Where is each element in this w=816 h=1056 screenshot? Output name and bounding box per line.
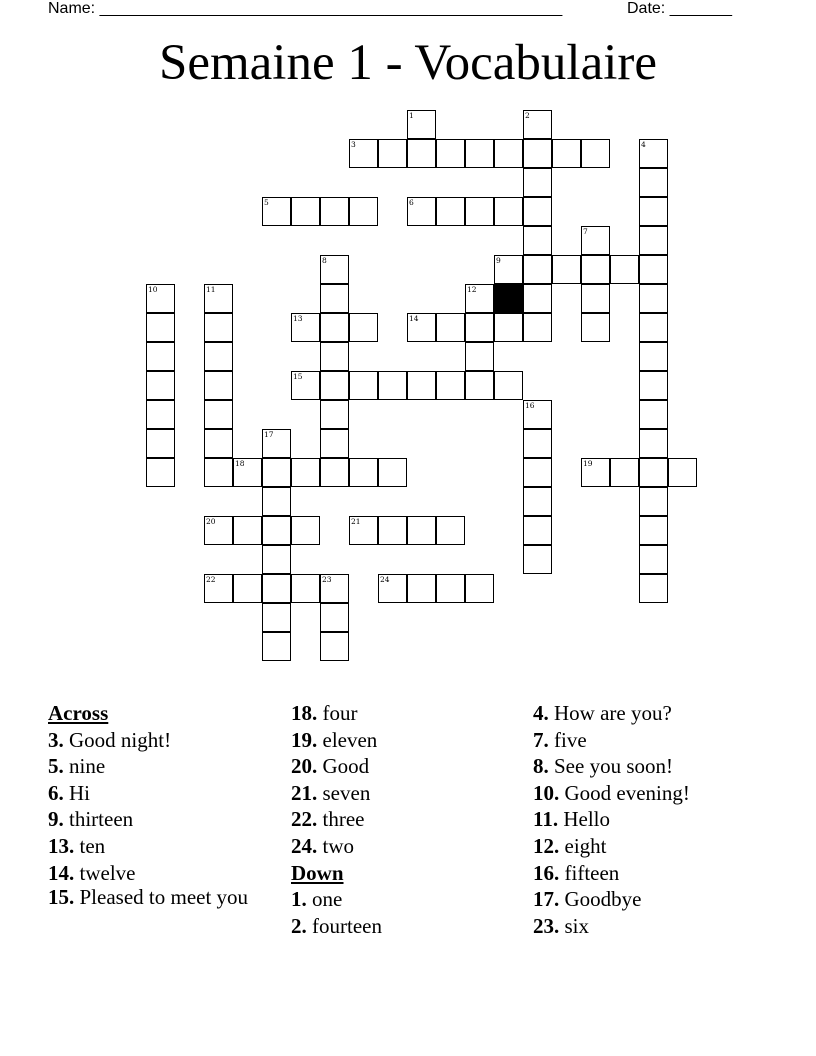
crossword-cell[interactable] (320, 342, 349, 371)
crossword-cell[interactable] (146, 371, 175, 400)
crossword-cell[interactable] (407, 371, 436, 400)
clue-down-16: 16. fifteen (533, 860, 620, 885)
clue-number: 5 (264, 198, 269, 207)
crossword-cell[interactable] (378, 516, 407, 545)
clue-number: 23 (322, 575, 332, 584)
crossword-cell[interactable] (523, 313, 552, 342)
crossword-cell[interactable] (291, 197, 320, 226)
crossword-cell[interactable] (465, 284, 494, 313)
crossword-cell[interactable] (523, 110, 552, 139)
clue-across-22: 22. three (291, 807, 365, 832)
clue-down-17: 17. Goodbye (533, 887, 642, 912)
crossword-cell[interactable] (146, 313, 175, 342)
clue-down-23: 23. six (533, 913, 590, 938)
crossword-cell[interactable] (639, 545, 668, 574)
clue-down-4: 4. How are you? (533, 701, 672, 725)
crossword-cell[interactable] (610, 255, 639, 284)
crossword-cell[interactable] (552, 255, 581, 284)
crossword-cell[interactable] (291, 516, 320, 545)
clues-column-3 (533, 700, 773, 939)
clue-across-15: 15. Pleased to meet you (48, 885, 249, 910)
crossword-cell[interactable] (378, 458, 407, 487)
crossword-cell[interactable] (291, 574, 320, 603)
crossword-cell[interactable] (204, 342, 233, 371)
crossword-cell[interactable] (639, 197, 668, 226)
clue-number: 17 (264, 430, 274, 439)
clue-number: 3 (351, 140, 356, 149)
clue-across-3: 3. Good night! (48, 727, 172, 752)
crossword-cell[interactable] (349, 516, 378, 545)
crossword-cell[interactable] (494, 197, 523, 226)
clue-number: 16 (525, 401, 535, 410)
crossword-cell[interactable] (320, 284, 349, 313)
crossword-cell[interactable] (668, 458, 697, 487)
crossword-cell[interactable] (407, 197, 436, 226)
crossword-cell[interactable] (349, 371, 378, 400)
clue-across-18: 18. four (291, 701, 358, 725)
clue-number: 6 (409, 198, 414, 207)
crossword-cell[interactable] (146, 400, 175, 429)
clues-column-1 (48, 700, 278, 909)
clue-number: 20 (206, 517, 216, 526)
crossword-cell[interactable] (639, 284, 668, 313)
crossword-cell[interactable] (523, 516, 552, 545)
crossword-cell[interactable] (204, 313, 233, 342)
clue-across-21: 21. seven (291, 780, 371, 805)
crossword-cell[interactable] (465, 139, 494, 168)
clue-down-11: 11. Hello (533, 807, 610, 832)
crossword-cell[interactable] (320, 371, 349, 400)
crossword-cell[interactable] (262, 429, 291, 458)
clue-number: 2 (525, 111, 530, 120)
crossword-cell[interactable] (320, 429, 349, 458)
clue-number: 8 (322, 256, 327, 265)
crossword-block (494, 284, 523, 313)
clue-number: 10 (148, 285, 158, 294)
crossword-cell[interactable] (378, 574, 407, 603)
crossword-cell[interactable] (320, 400, 349, 429)
clue-down-12: 12. eight (533, 833, 607, 858)
crossword-cell[interactable] (262, 603, 291, 632)
crossword-cell[interactable] (262, 487, 291, 516)
crossword-cell[interactable] (581, 284, 610, 313)
crossword-cell[interactable] (465, 313, 494, 342)
crossword-cell[interactable] (465, 574, 494, 603)
clue-number: 21 (351, 517, 361, 526)
clue-number: 18 (235, 459, 245, 468)
crossword-cell[interactable] (581, 226, 610, 255)
clue-across-5: 5. nine (48, 754, 106, 779)
across-heading: Across (48, 701, 109, 725)
crossword-cell[interactable] (204, 429, 233, 458)
clue-number: 7 (583, 227, 588, 236)
crossword-cell[interactable] (523, 400, 552, 429)
crossword-cell[interactable] (639, 371, 668, 400)
crossword-cell[interactable] (320, 632, 349, 661)
crossword-cell[interactable] (204, 516, 233, 545)
crossword-cell[interactable] (407, 110, 436, 139)
crossword-cell[interactable] (436, 313, 465, 342)
crossword-cell[interactable] (639, 429, 668, 458)
crossword-cell[interactable] (233, 458, 262, 487)
crossword-cell[interactable] (320, 255, 349, 284)
crossword-cell[interactable] (523, 487, 552, 516)
clue-across-6: 6. Hi (48, 780, 90, 805)
crossword-cell[interactable] (465, 371, 494, 400)
clue-number: 24 (380, 575, 390, 584)
crossword-cell[interactable] (262, 632, 291, 661)
crossword-cell[interactable] (494, 139, 523, 168)
crossword-cell[interactable] (291, 458, 320, 487)
crossword-cell[interactable] (262, 574, 291, 603)
crossword-cell[interactable] (523, 458, 552, 487)
crossword-cell[interactable] (349, 197, 378, 226)
crossword-cell[interactable] (523, 226, 552, 255)
crossword-cell[interactable] (494, 313, 523, 342)
crossword-cell[interactable] (494, 371, 523, 400)
crossword-cell[interactable] (407, 313, 436, 342)
clue-down-8: 8. See you soon! (533, 754, 673, 779)
date-line: Date: _______ (627, 0, 732, 17)
crossword-cell[interactable] (639, 255, 668, 284)
clue-number: 1 (409, 111, 414, 120)
clue-down-2: 2. fourteen (291, 913, 382, 938)
clue-number: 19 (583, 459, 593, 468)
crossword-cell[interactable] (639, 313, 668, 342)
crossword-cell[interactable] (378, 139, 407, 168)
crossword-cell[interactable] (146, 458, 175, 487)
crossword-cell[interactable] (639, 168, 668, 197)
crossword-cell[interactable] (204, 371, 233, 400)
crossword-cell[interactable] (407, 139, 436, 168)
clue-across-19: 19. eleven (291, 727, 378, 752)
crossword-cell[interactable] (320, 603, 349, 632)
crossword-cell[interactable] (378, 371, 407, 400)
crossword-cell[interactable] (639, 458, 668, 487)
crossword-cell[interactable] (407, 516, 436, 545)
crossword-cell[interactable] (523, 255, 552, 284)
clue-across-14: 14. twelve (48, 860, 136, 885)
clue-down-1: 1. one (291, 887, 343, 912)
clue-number: 15 (293, 372, 303, 381)
crossword-cell[interactable] (639, 574, 668, 603)
crossword-cell[interactable] (204, 400, 233, 429)
crossword-cell[interactable] (523, 284, 552, 313)
crossword-cell[interactable] (146, 429, 175, 458)
crossword-cell[interactable] (436, 197, 465, 226)
crossword-cell[interactable] (349, 139, 378, 168)
crossword-cell[interactable] (436, 371, 465, 400)
page-title: Semaine 1 - Vocabulaire (158, 35, 658, 91)
crossword-cell[interactable] (436, 516, 465, 545)
crossword-cell[interactable] (581, 458, 610, 487)
clue-across-24: 24. two (291, 833, 354, 858)
crossword-cell[interactable] (233, 574, 262, 603)
clue-number: 22 (206, 575, 216, 584)
clues-column-2 (291, 700, 521, 939)
crossword-cell[interactable] (204, 284, 233, 313)
crossword-cell[interactable] (639, 342, 668, 371)
crossword-cell[interactable] (465, 342, 494, 371)
clue-number: 12 (467, 285, 477, 294)
crossword-cell[interactable] (494, 255, 523, 284)
clue-number: 11 (206, 285, 216, 294)
crossword-cell[interactable] (291, 371, 320, 400)
crossword-cell[interactable] (523, 429, 552, 458)
crossword-cell[interactable] (523, 545, 552, 574)
down-heading: Down (291, 860, 344, 885)
crossword-cell[interactable] (552, 139, 581, 168)
clue-across-9: 9. thirteen (48, 807, 134, 832)
crossword-cell[interactable] (204, 458, 233, 487)
crossword-cell[interactable] (581, 313, 610, 342)
clue-across-20: 20. Good (291, 754, 370, 779)
crossword-cell[interactable] (523, 197, 552, 226)
crossword-cell[interactable] (262, 458, 291, 487)
crossword-cell[interactable] (465, 197, 494, 226)
clue-number: 4 (641, 140, 646, 149)
crossword-cell[interactable] (320, 458, 349, 487)
crossword-cell[interactable] (204, 574, 233, 603)
crossword-cell[interactable] (436, 139, 465, 168)
crossword-cell[interactable] (639, 400, 668, 429)
crossword-cell[interactable] (146, 284, 175, 313)
crossword-cell[interactable] (523, 168, 552, 197)
crossword-cell[interactable] (581, 139, 610, 168)
crossword-cell[interactable] (581, 255, 610, 284)
crossword-cell[interactable] (349, 458, 378, 487)
clue-number: 14 (409, 314, 419, 323)
clue-down-7: 7. five (533, 727, 587, 752)
crossword-cell[interactable] (523, 139, 552, 168)
clue-down-10: 10. Good evening! (533, 780, 690, 805)
crossword-cell[interactable] (233, 516, 262, 545)
crossword-cell[interactable] (407, 574, 436, 603)
crossword-cell[interactable] (610, 458, 639, 487)
crossword-cell[interactable] (262, 545, 291, 574)
crossword-cell[interactable] (320, 197, 349, 226)
crossword-cell[interactable] (639, 226, 668, 255)
name-line: Name: ____________________________________________________ (48, 0, 563, 17)
clue-number: 13 (293, 314, 303, 323)
crossword-cell[interactable] (146, 342, 175, 371)
crossword-cell[interactable] (639, 139, 668, 168)
crossword-cell[interactable] (320, 313, 349, 342)
crossword-cell[interactable] (349, 313, 378, 342)
crossword-cell[interactable] (262, 516, 291, 545)
crossword-cell[interactable] (262, 197, 291, 226)
crossword-cell[interactable] (320, 574, 349, 603)
crossword-cell[interactable] (639, 516, 668, 545)
clue-across-13: 13. ten (48, 833, 106, 858)
crossword-cell[interactable] (639, 487, 668, 516)
crossword-cell[interactable] (291, 313, 320, 342)
clue-number: 9 (496, 256, 501, 265)
crossword-cell[interactable] (436, 574, 465, 603)
